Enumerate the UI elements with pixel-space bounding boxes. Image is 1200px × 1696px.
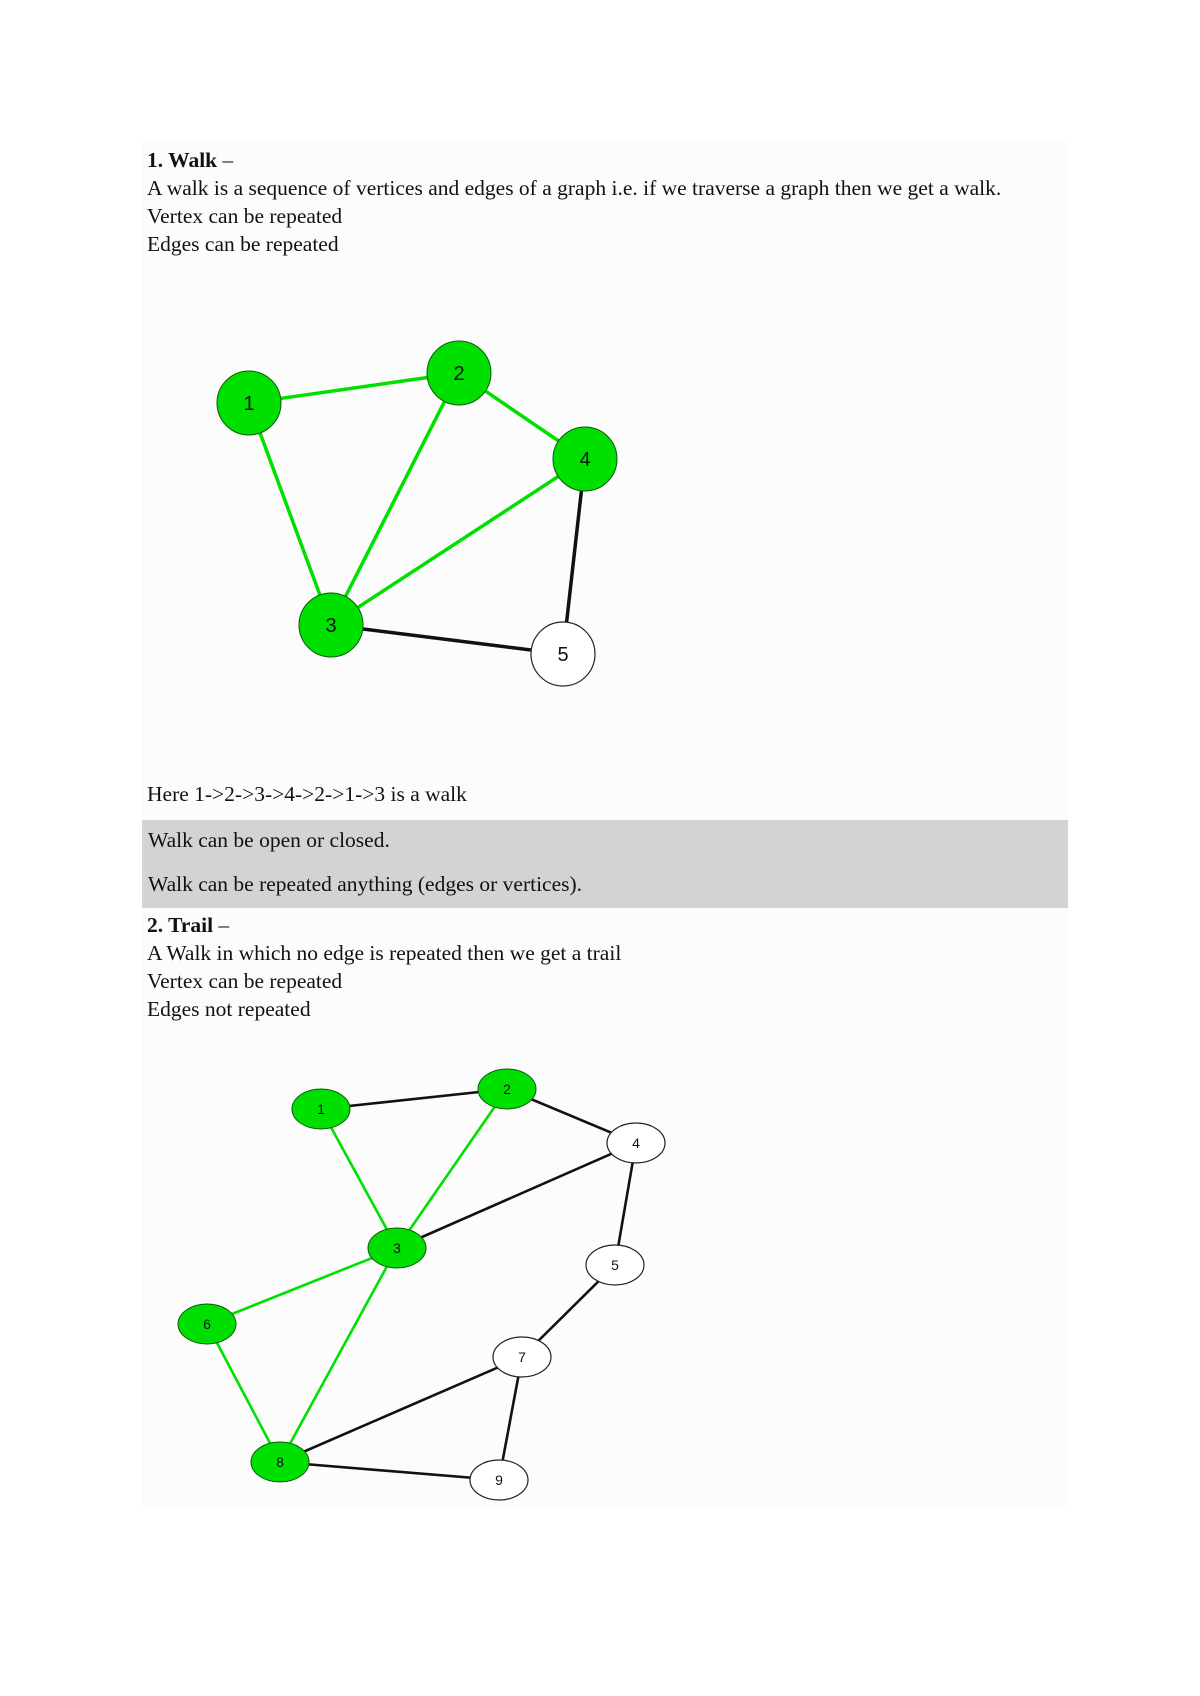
trail-node-8 [251,1442,309,1482]
trail-rule-edges: Edges not repeated [147,997,311,1021]
walk-node-label-5: 5 [557,644,569,667]
trail-node-label-2: 2 [503,1081,511,1098]
trail-number: 2. [147,913,164,937]
walk-rule-edges: Edges can be repeated [147,232,339,256]
walk-rule-vertex: Vertex can be repeated [147,204,343,228]
trail-node-label-6: 6 [203,1316,211,1333]
walk-title: Walk [168,148,218,172]
trail-edge-7-8 [280,1357,522,1462]
trail-title: Trail [168,913,214,937]
trail-dash: – [218,913,230,937]
note-line-2: Walk can be repeated anything (edges or vertices). [148,872,583,896]
trail-node-label-7: 7 [518,1349,526,1366]
walk-node-label-2: 2 [453,363,465,386]
walk-definition: A walk is a sequence of vertices and edges of a graph i.e. if we traverse a graph then we get a walk. [147,176,1002,200]
trail-edge-6-8 [207,1324,280,1462]
walk-node-label-4: 4 [579,449,591,472]
trail-node-label-1: 1 [317,1101,325,1118]
trail-node-label-8: 8 [276,1454,284,1471]
note-line-1: Walk can be open or closed. [148,828,390,852]
trail-node-label-9: 9 [495,1472,503,1489]
trail-node-6 [178,1304,236,1344]
trail-node-2 [478,1069,536,1109]
trail-node-label-3: 3 [393,1240,401,1257]
trail-node-7 [493,1337,551,1377]
walk-number: 1. [147,148,164,172]
trail-node-9 [470,1460,528,1500]
trail-edge-3-6 [207,1248,397,1324]
trail-node-1 [292,1089,350,1129]
trail-edge-8-9 [280,1462,499,1480]
trail-edge-3-8 [280,1248,397,1462]
trail-node-5 [586,1245,644,1285]
trail-node-4 [607,1123,665,1163]
trail-edge-1-3 [321,1109,397,1248]
trail-node-label-4: 4 [632,1135,640,1152]
walk-node-label-3: 3 [325,615,337,638]
trail-definition: A Walk in which no edge is repeated then we get a trail [147,941,622,965]
walk-node-label-1: 1 [243,393,255,416]
trail-rule-vertex: Vertex can be repeated [147,969,343,993]
walk-dash: – [222,148,234,172]
walk-example-text: Here 1->2->3->4->2->1->3 is a walk [147,782,467,806]
trail-node-3 [368,1228,426,1268]
trail-node-label-5: 5 [611,1257,619,1274]
